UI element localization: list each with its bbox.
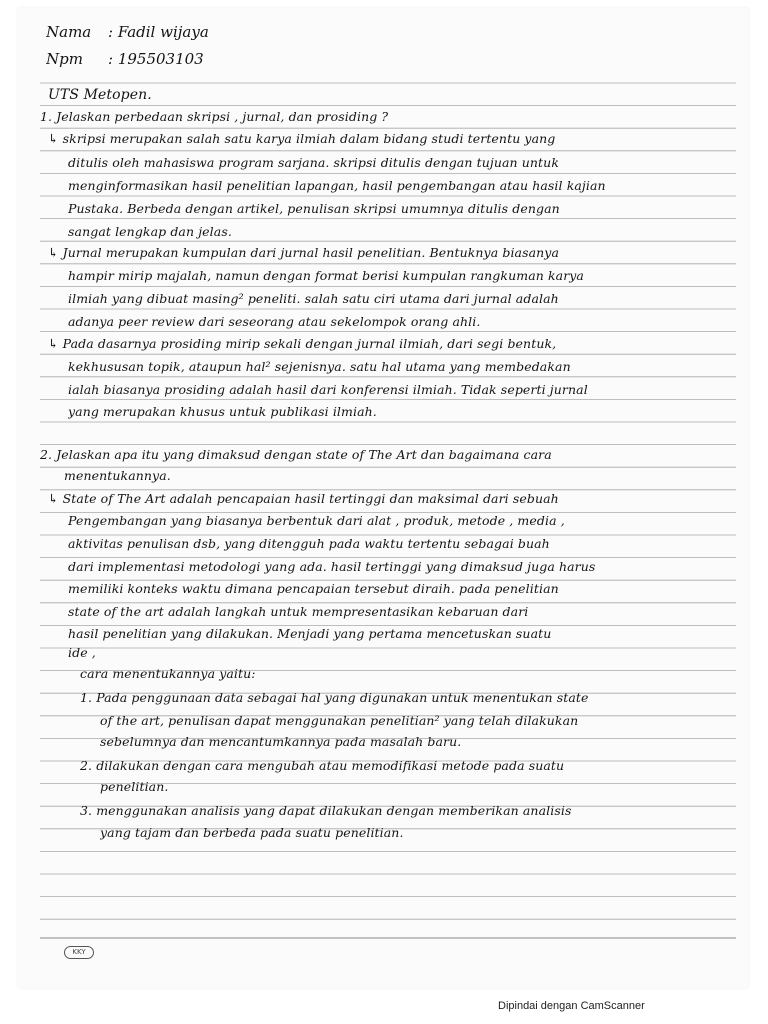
q1-answer-line: Pustaka. Berbeda dengan artikel, penulisan skripsi umumnya ditulis dengan — [68, 203, 560, 216]
npm-value: : 195503103 — [108, 52, 204, 67]
method-line: 3. menggunakan analisis yang dapat dilakukan dengan memberikan analisis — [80, 805, 572, 818]
q1-answer-line: ↳ Pada dasarnya prosiding mirip sekali dengan jurnal ilmiah, dari segi bentuk, — [48, 338, 557, 351]
q2-answer-line: hasil penelitian yang dilakukan. Menjadi yang pertama mencetuskan suatu — [68, 628, 552, 641]
q1-answer-line: yang merupakan khusus untuk publikasi ilmiah. — [68, 406, 377, 419]
lined-paper-sheet — [18, 8, 748, 988]
method-line: yang tajam dan berbeda pada suatu penelitian. — [100, 827, 404, 840]
q1-answer-line: kekhususan topik, ataupun hal² sejenisnya. satu hal utama yang membedakan — [68, 361, 571, 374]
q2-answer-line: aktivitas penulisan dsb, yang ditengguh pada waktu tertentu sebagai buah — [68, 538, 550, 551]
q2-answer-line: memiliki konteks waktu dimana pencapaian tersebut diraih. pada penelitian — [68, 583, 559, 596]
q1-answer-line: hampir mirip majalah, namun dengan format berisi kumpulan rangkuman karya — [68, 270, 584, 283]
method-line: 1. Pada penggunaan data sebagai hal yang digunakan untuk menentukan state — [80, 692, 589, 705]
question-2-prompt: 2. Jelaskan apa itu yang dimaksud dengan state of The Art dan bagaimana cara — [40, 449, 552, 462]
exam-title: UTS Metopen. — [48, 88, 152, 102]
q2-answer-line: Pengembangan yang biasanya berbentuk dari alat , produk, metode , media , — [68, 515, 565, 528]
q1-answer-line: menginformasikan hasil penelitian lapangan, hasil pengembangan atau hasil kajian — [68, 180, 606, 193]
method-intro: cara menentukannya yaitu: — [80, 668, 256, 681]
q1-answer-line: ↳ Jurnal merupakan kumpulan dari jurnal hasil penelitian. Bentuknya biasanya — [48, 247, 560, 260]
question-2-prompt: menentukannya. — [64, 470, 171, 483]
q2-answer-line: ide , — [68, 647, 96, 660]
q1-answer-line: ditulis oleh mahasiswa program sarjana. skripsi ditulis dengan tujuan untuk — [68, 157, 560, 170]
q1-answer-line: ialah biasanya prosiding adalah hasil dari konferensi ilmiah. Tidak seperti jurnal — [68, 384, 588, 397]
scanner-watermark: Dipindai dengan CamScanner — [498, 1000, 645, 1012]
q1-answer-line: adanya peer review dari seseorang atau sekelompok orang ahli. — [68, 316, 481, 329]
q1-answer-line: sangat lengkap dan jelas. — [68, 226, 232, 239]
paper-brand-logo: KKY — [64, 946, 94, 959]
question-1-prompt: 1. Jelaskan perbedaan skripsi , jurnal, dan prosiding ? — [40, 111, 389, 124]
method-line: penelitian. — [100, 781, 169, 794]
name-label: Nama — [46, 25, 92, 40]
method-line: sebelumnya dan mencantumkannya pada masalah baru. — [100, 736, 462, 749]
method-line: 2. dilakukan dengan cara mengubah atau memodifikasi metode pada suatu — [80, 760, 565, 773]
method-line: of the art, penulisan dapat menggunakan penelitian² yang telah dilakukan — [100, 715, 579, 728]
name-value: : Fadil wijaya — [108, 25, 209, 40]
q2-answer-line: dari implementasi metodologi yang ada. hasil tertinggi yang dimaksud juga harus — [68, 561, 596, 574]
npm-label: Npm — [46, 52, 83, 67]
q1-answer-line: ↳ skripsi merupakan salah satu karya ilmiah dalam bidang studi tertentu yang — [48, 133, 556, 146]
q2-answer-line: state of the art adalah langkah untuk mempresentasikan kebaruan dari — [68, 606, 529, 619]
q2-answer-line: ↳ State of The Art adalah pencapaian hasil tertinggi dan maksimal dari sebuah — [48, 493, 559, 506]
q1-answer-line: ilmiah yang dibuat masing² peneliti. salah satu ciri utama dari jurnal adalah — [68, 293, 559, 306]
